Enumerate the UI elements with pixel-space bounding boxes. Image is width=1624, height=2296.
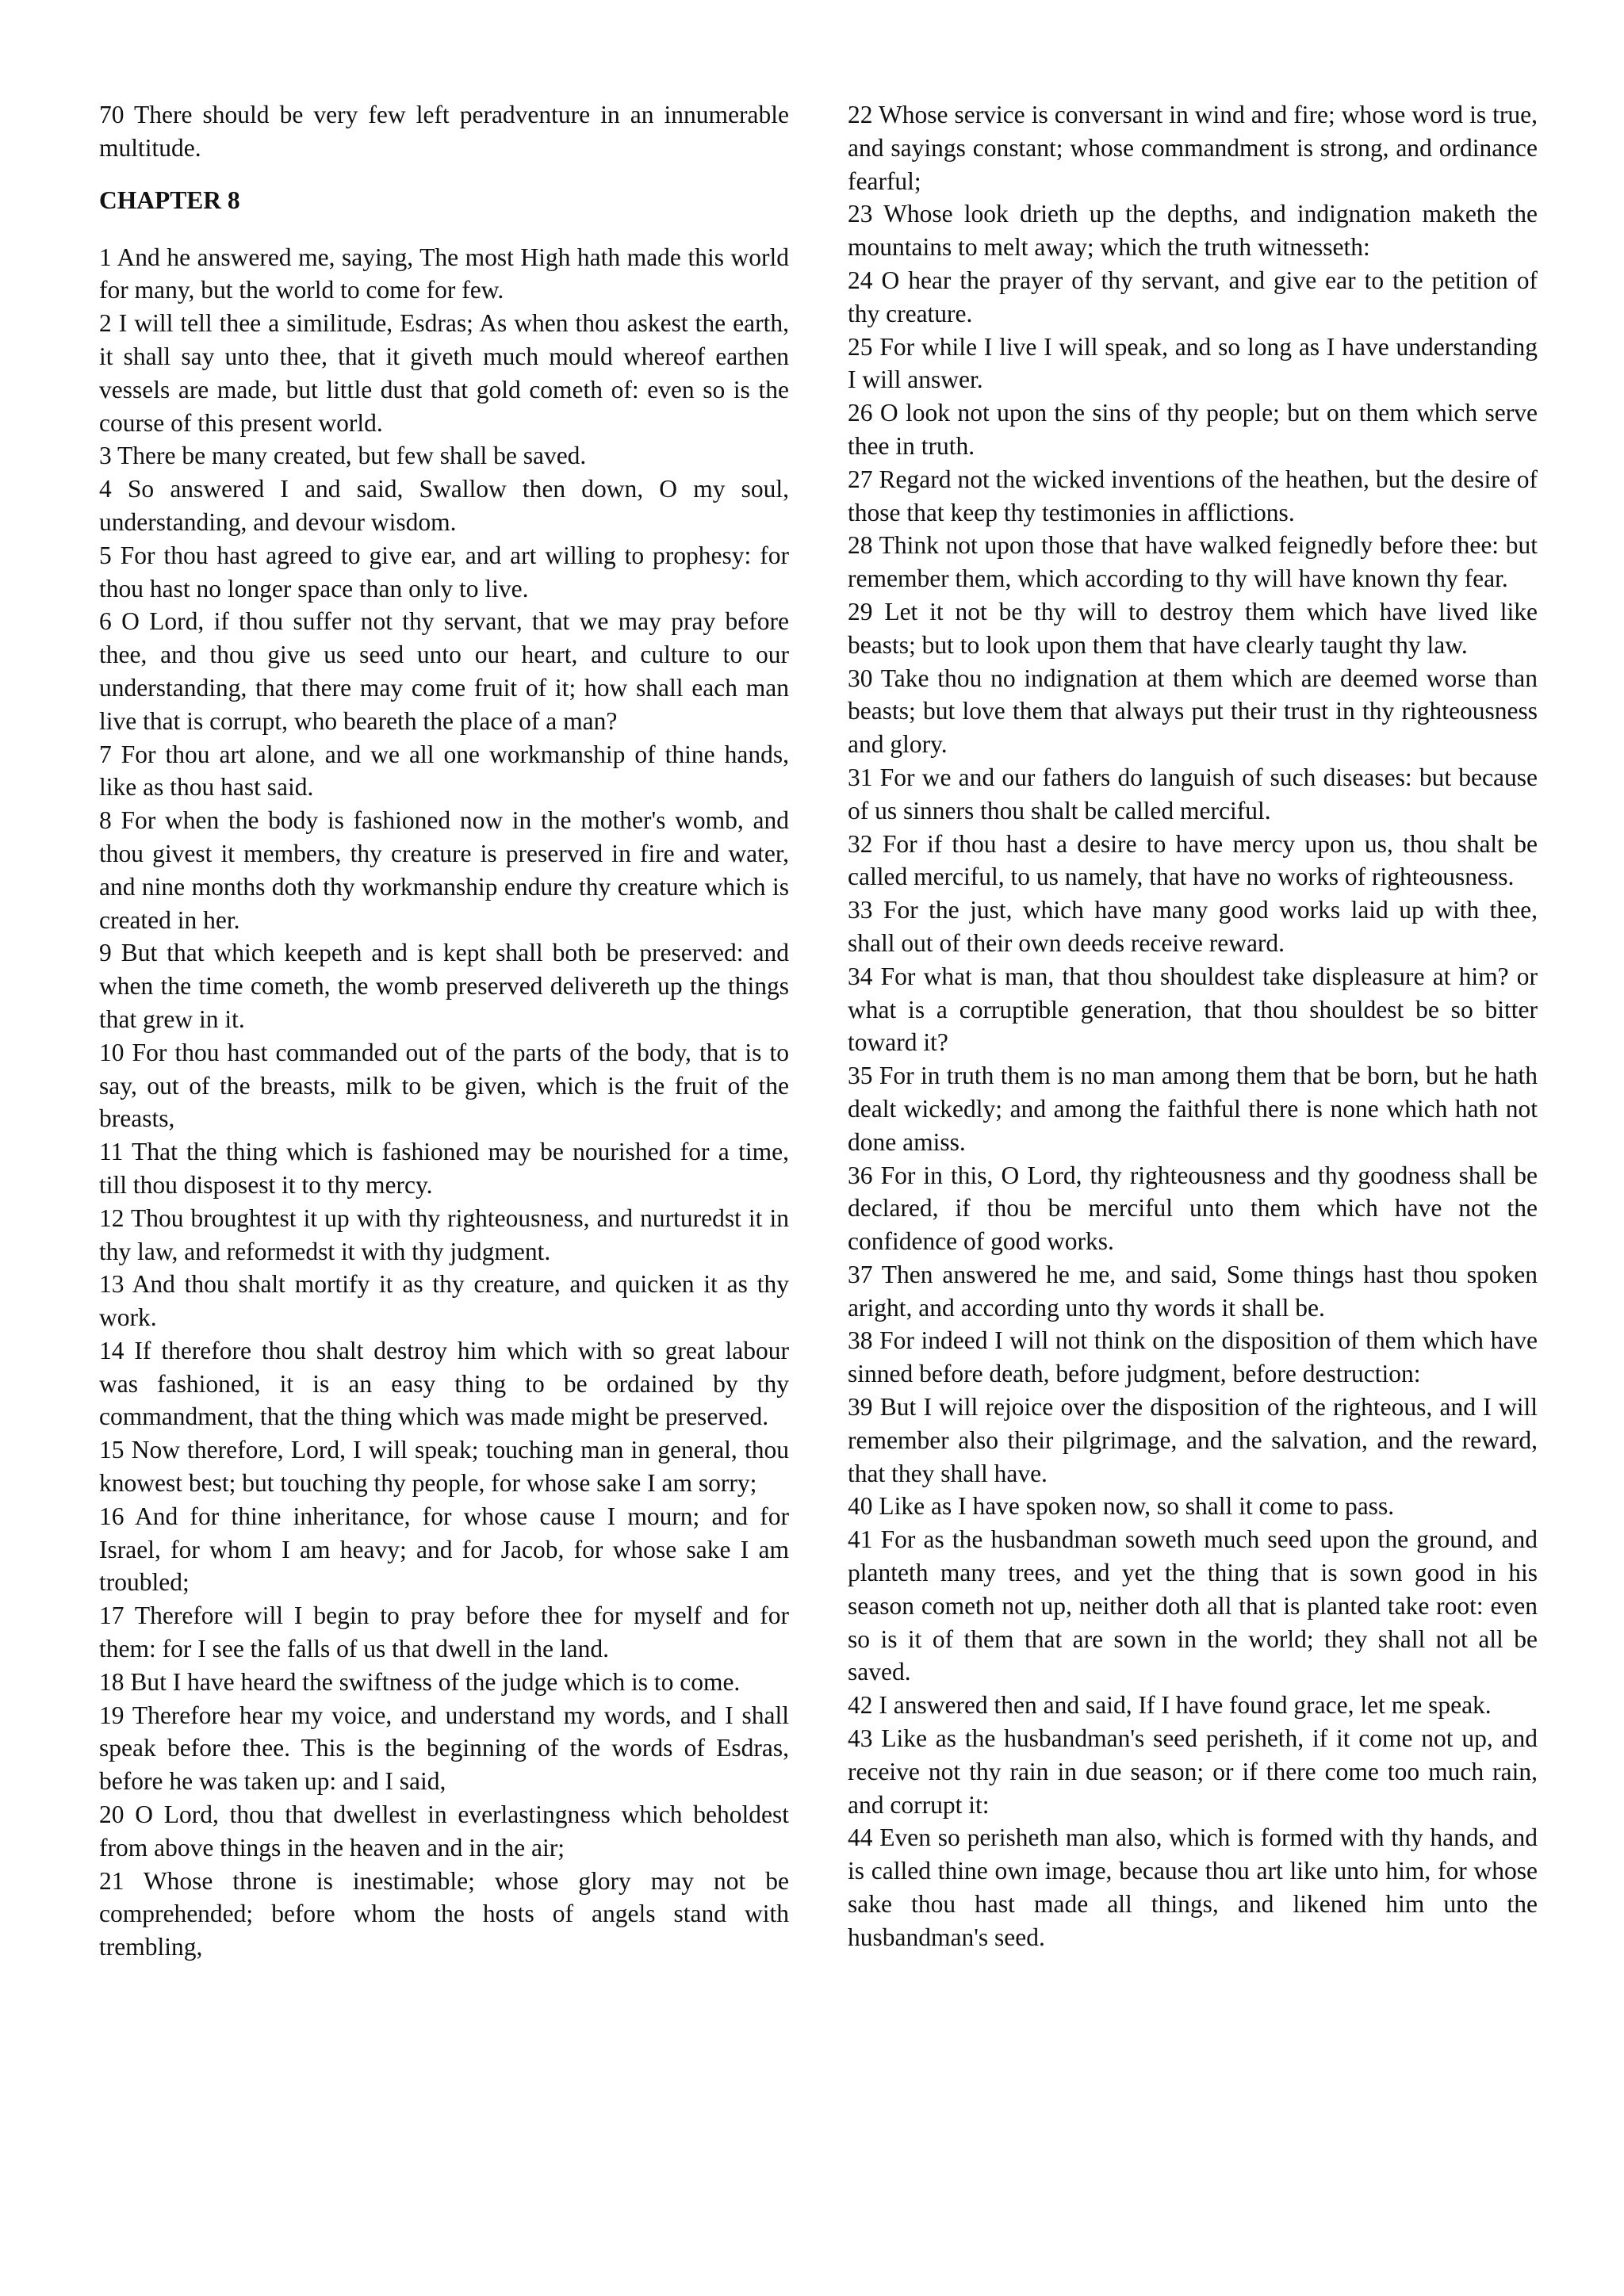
verse: 30 Take thou no indignation at them which are deemed worse than beasts; but love them that always put their trust in thy righteousness and glory. [848,664,1538,759]
verse: 70 There should be very few left peradventure in an innumerable multitude. [99,101,789,162]
verse: 16 And for thine inheritance, for whose cause I mourn; and for Israel, for whom I am heavy; and for Jacob, for whose sake I am troubled; [99,1502,789,1597]
verse: 11 That the thing which is fashioned may be nourished for a time, till thou disposest it to thy mercy. [99,1138,789,1199]
leading-verses [99,98,789,165]
verse: 5 For thou hast agreed to give ear, and art willing to prophesy: for thou hast no longer space than only to live. [99,541,789,603]
right-verse-list [848,98,1538,1954]
verse: 35 For in truth them is no man among them that be born, but he hath dealt wickedly; and among the faithful there is none which hath not done amiss. [848,1062,1538,1156]
verse: 13 And thou shalt mortify it as thy creature, and quicken it as thy work. [99,1270,789,1332]
verse: 14 If therefore thou shalt destroy him which with so great labour was fashioned, it is an easy thing to be ordained by thy commandment, that the thing which was made might be preserved. [99,1336,789,1431]
verse: 39 But I will rejoice over the disposition of the righteous, and I will remember also their pilgrimage, and the salvation, and the reward, that they shall have. [848,1393,1538,1487]
verse: 17 Therefore will I begin to pray before thee for myself and for them: for I see the falls of us that dwell in the land. [99,1601,789,1663]
verse: 3 There be many created, but few shall be saved. [99,442,587,470]
verse: 8 For when the body is fashioned now in the mother's womb, and thou givest it members, thy creature is preserved in fire and water, and nine months doth thy workmanship endure thy creature which is created in her. [99,806,789,934]
verse: 27 Regard not the wicked inventions of the heathen, but the desire of those that keep thy testimonies in afflictions. [848,465,1538,526]
chapter-heading: CHAPTER 8 [99,186,240,214]
verse: 44 Even so perisheth man also, which is formed with thy hands, and is called thine own image, because thou art like unto him, for whose sake thou hast made all things, and likened him unto the husbandman's seed. [848,1823,1538,1951]
verse: 2 I will tell thee a similitude, Esdras; As when thou askest the earth, it shall say unto thee, that it giveth much mould whereof earthen vessels are made, but little dust that gold cometh of: even so is the course of this present world. [99,309,789,437]
left-column [99,98,789,1964]
verse: 36 For in this, O Lord, thy righteousness and thy goodness shall be declared, if thou be merciful unto them which have not the confidence of good works. [848,1161,1538,1256]
verse: 32 For if thou hast a desire to have mercy upon us, thou shalt be called merciful, to us namely, that have no works of righteousness. [848,829,1538,891]
verse: 10 For thou hast commanded out of the parts of the body, that is to say, out of the breasts, milk to be given, which is the fruit of the breasts, [99,1038,789,1133]
verse: 28 Think not upon those that have walked feignedly before thee: but remember them, which according to thy will have known thy fear. [848,531,1538,593]
verse: 37 Then answered he me, and said, Some things hast thou spoken aright, and according unto thy words it shall be. [848,1260,1538,1322]
verse: 20 O Lord, thou that dwellest in everlastingness which beholdest from above things in the heaven and in the air; [99,1800,789,1862]
verse: 21 Whose throne is inestimable; whose glory may not be comprehended; before whom the hosts of angels stand with trembling, [99,1866,789,1961]
verse: 25 For while I live I will speak, and so long as I have understanding I will answer. [848,332,1538,394]
verse: 24 O hear the prayer of thy servant, and give ear to the petition of thy creature. [848,266,1538,327]
verse: 29 Let it not be thy will to destroy them which have lived like beasts; but to look upon them that have clearly taught thy law. [848,597,1538,659]
verse: 15 Now therefore, Lord, I will speak; touching man in general, thou knowest best; but touching thy people, for whose sake I am sorry; [99,1436,789,1498]
verse: 9 But that which keepeth and is kept shall both be preserved: and when the time cometh, the womb preserved delivereth up the things that grew in it. [99,939,789,1033]
right-column [848,98,1538,1954]
verse: 6 O Lord, if thou suffer not thy servant, that we may pray before thee, and thou give us seed unto our heart, and culture to our understanding, that there may come fruit of it; how shall each man live that is corrupt, who beareth the place of a man? [99,607,789,735]
verse: 26 O look not upon the sins of thy people; but on them which serve thee in truth. [848,399,1538,460]
verse: 12 Thou broughtest it up with thy righteousness, and nurturedst it in thy law, and reformedst it with thy judgment. [99,1203,789,1265]
verse: 23 Whose look drieth up the depths, and indignation maketh the mountains to melt away; which the truth witnesseth: [848,200,1538,262]
verse: 19 Therefore hear my voice, and understand my words, and I shall speak before thee. This is the beginning of the words of Esdras, before he was taken up: and I said, [99,1701,789,1796]
verse: 4 So answered I and said, Swallow then down, O my soul, understanding, and devour wisdom. [99,475,789,536]
verse: 42 I answered then and said, If I have found grace, let me speak. [848,1691,1492,1720]
verse: 34 For what is man, that thou shouldest take displeasure at him? or what is a corruptible generation, that thou shouldest be so bitter toward it? [848,962,1538,1057]
verse: 31 For we and our fathers do languish of such diseases: but because of us sinners thou shalt be called merciful. [848,763,1538,825]
verse: 7 For thou art alone, and we all one workmanship of thine hands, like as thou hast said. [99,740,789,802]
verse: 40 Like as I have spoken now, so shall it come to pass. [848,1492,1395,1521]
left-verse-list [99,241,789,1964]
verse: 43 Like as the husbandman's seed perisheth, if it come not up, and receive not thy rain in due season; or if there come too much rain, and corrupt it: [848,1724,1538,1819]
verse: 22 Whose service is conversant in wind and fire; whose word is true, and sayings constant; whose commandment is strong, and ordinance fearful; [848,101,1538,195]
verse: 41 For as the husbandman soweth much seed upon the ground, and planteth many trees, and yet the thing that is sown good in his season cometh not up, neither doth all that is planted take root: even so is it of them that are sown in the world; they shall not all be saved. [848,1525,1538,1686]
verse: 18 But I have heard the swiftness of the judge which is to come. [99,1667,741,1696]
verse: 38 For indeed I will not think on the disposition of them which have sinned before death, before judgment, before destruction: [848,1326,1538,1388]
verse: 33 For the just, which have many good works laid up with thee, shall out of their own deeds receive reward. [848,896,1538,957]
verse: 1 And he answered me, saying, The most High hath made this world for many, but the world to come for few. [99,243,789,304]
